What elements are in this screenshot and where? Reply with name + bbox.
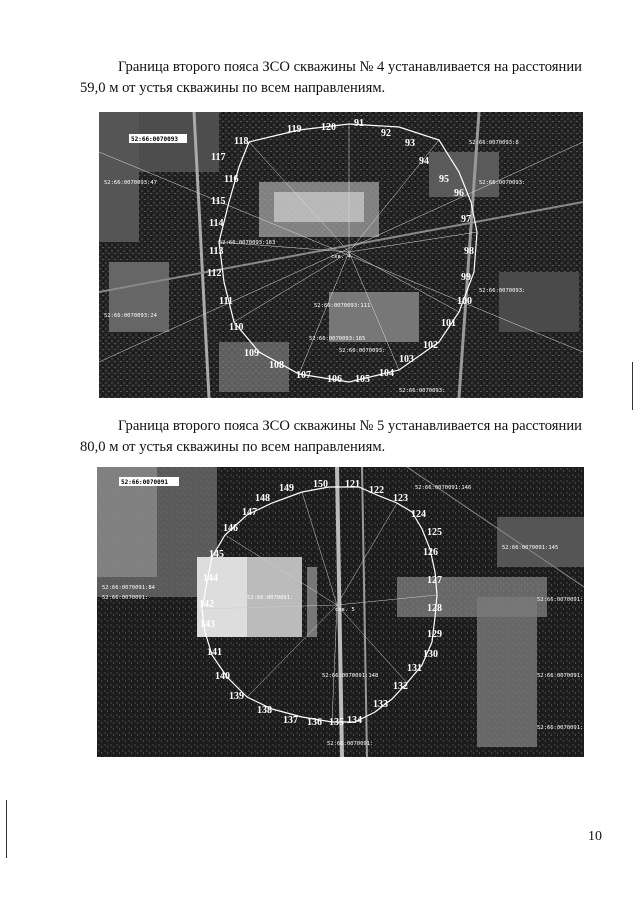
- svg-text:107: 107: [296, 370, 311, 381]
- svg-text:52:66:0070091:148: 52:66:0070091:148: [322, 673, 379, 679]
- paragraph-line: Граница второго пояса ЗСО скважины № 5 устанавливается на расстоянии: [118, 418, 582, 434]
- svg-text:134: 134: [347, 715, 362, 726]
- svg-text:52:66:0070091:145: 52:66:0070091:145: [502, 545, 559, 551]
- svg-text:52:66:0070091:: 52:66:0070091:: [247, 595, 294, 601]
- svg-text:52:66:0070091:: 52:66:0070091:: [537, 725, 584, 731]
- svg-text:121: 121: [345, 479, 360, 490]
- svg-text:100: 100: [457, 296, 472, 307]
- paragraph-well-4: [80, 57, 605, 99]
- svg-text:104: 104: [379, 368, 394, 379]
- svg-text:52:66:0070093:165: 52:66:0070093:165: [309, 336, 366, 342]
- svg-text:101: 101: [441, 318, 456, 329]
- svg-text:143: 143: [200, 619, 215, 630]
- svg-text:98: 98: [464, 246, 474, 257]
- svg-text:112: 112: [207, 268, 222, 279]
- svg-text:103: 103: [399, 354, 414, 365]
- svg-text:111: 111: [219, 296, 233, 307]
- svg-text:110: 110: [229, 322, 244, 333]
- svg-text:142: 142: [199, 599, 214, 610]
- svg-text:52:66:0070093:163: 52:66:0070093:163: [219, 240, 276, 246]
- svg-text:129: 129: [427, 629, 442, 640]
- svg-text:52:66:0070093:8: 52:66:0070093:8: [469, 140, 519, 146]
- svg-text:122: 122: [369, 485, 384, 496]
- scan-margin-line: [6, 800, 7, 858]
- paragraph-well-5: [80, 416, 605, 458]
- svg-text:114: 114: [209, 218, 224, 229]
- svg-text:52:66:0070091:: 52:66:0070091:: [537, 673, 584, 679]
- svg-text:123: 123: [393, 493, 408, 504]
- svg-text:133: 133: [373, 699, 388, 710]
- svg-text:93: 93: [405, 138, 415, 149]
- svg-text:52:66:0070093:: 52:66:0070093:: [479, 180, 526, 186]
- svg-text:124: 124: [411, 509, 426, 520]
- svg-text:52:66:0070091:84: 52:66:0070091:84: [102, 585, 155, 591]
- svg-text:52:66:0070093:24: 52:66:0070093:24: [104, 313, 157, 319]
- svg-text:146: 146: [223, 523, 238, 534]
- svg-text:109: 109: [244, 348, 259, 359]
- svg-text:91: 91: [354, 118, 364, 129]
- svg-text:135: 135: [329, 717, 344, 728]
- svg-text:140: 140: [215, 671, 230, 682]
- cadastral-number: 52:66:0070093: [131, 136, 178, 143]
- svg-text:52:66:0070093:47: 52:66:0070093:47: [104, 180, 157, 186]
- svg-text:102: 102: [423, 340, 438, 351]
- svg-text:95: 95: [439, 174, 449, 185]
- svg-text:52:66:0070093:: 52:66:0070093:: [399, 388, 446, 394]
- svg-text:118: 118: [234, 136, 249, 147]
- well-label: скв. 5: [335, 607, 355, 613]
- svg-text:52:66:0070093:: 52:66:0070093:: [479, 288, 526, 294]
- svg-text:113: 113: [209, 246, 224, 257]
- svg-text:136: 136: [307, 717, 322, 728]
- svg-text:116: 116: [224, 174, 239, 185]
- svg-text:125: 125: [427, 527, 442, 538]
- well-label: скв. 4: [331, 254, 351, 260]
- svg-text:52:66:0070093:111: 52:66:0070093:111: [314, 303, 371, 309]
- svg-text:144: 144: [203, 573, 218, 584]
- scan-margin-line: [632, 362, 633, 410]
- svg-text:96: 96: [454, 188, 464, 199]
- svg-text:138: 138: [257, 705, 272, 716]
- svg-text:147: 147: [242, 507, 257, 518]
- svg-text:105: 105: [355, 374, 370, 385]
- svg-text:148: 148: [255, 493, 270, 504]
- svg-text:137: 137: [283, 715, 298, 726]
- svg-text:52:66:0070091:: 52:66:0070091:: [327, 741, 374, 747]
- cadastral-number: 52:66:0070091: [121, 479, 168, 486]
- svg-text:126: 126: [423, 547, 438, 558]
- aerial-map-well-4: [99, 112, 583, 398]
- aerial-map-well-5: [97, 467, 584, 757]
- svg-text:106: 106: [327, 374, 342, 385]
- svg-text:119: 119: [287, 124, 302, 135]
- paragraph-line: 59,0 м от устья скважины по всем направлениям.: [80, 80, 386, 96]
- svg-text:149: 149: [279, 483, 294, 494]
- svg-text:128: 128: [427, 603, 442, 614]
- svg-text:150: 150: [313, 479, 328, 490]
- page-number: 10: [588, 829, 602, 844]
- paragraph-line: Граница второго пояса ЗСО скважины № 4 устанавливается на расстоянии: [118, 59, 582, 75]
- paragraph-line: 80,0 м от устья скважины по всем направлениям.: [80, 439, 386, 455]
- svg-text:92: 92: [381, 128, 391, 139]
- svg-text:52:66:0070091:: 52:66:0070091:: [102, 595, 149, 601]
- svg-text:115: 115: [211, 196, 226, 207]
- svg-text:130: 130: [423, 649, 438, 660]
- svg-text:52:66:0070091:146: 52:66:0070091:146: [415, 485, 472, 491]
- svg-text:145: 145: [209, 549, 224, 560]
- svg-text:141: 141: [207, 647, 222, 658]
- svg-text:117: 117: [211, 152, 226, 163]
- svg-text:139: 139: [229, 691, 244, 702]
- svg-text:132: 132: [393, 681, 408, 692]
- svg-text:99: 99: [461, 272, 471, 283]
- svg-text:97: 97: [461, 214, 471, 225]
- svg-text:120: 120: [321, 122, 336, 133]
- svg-text:52:66:0070093:: 52:66:0070093:: [339, 348, 386, 354]
- svg-text:108: 108: [269, 360, 284, 371]
- svg-text:52:66:0070091:: 52:66:0070091:: [537, 597, 584, 603]
- svg-text:127: 127: [427, 575, 442, 586]
- svg-text:94: 94: [419, 156, 429, 167]
- svg-text:131: 131: [407, 663, 422, 674]
